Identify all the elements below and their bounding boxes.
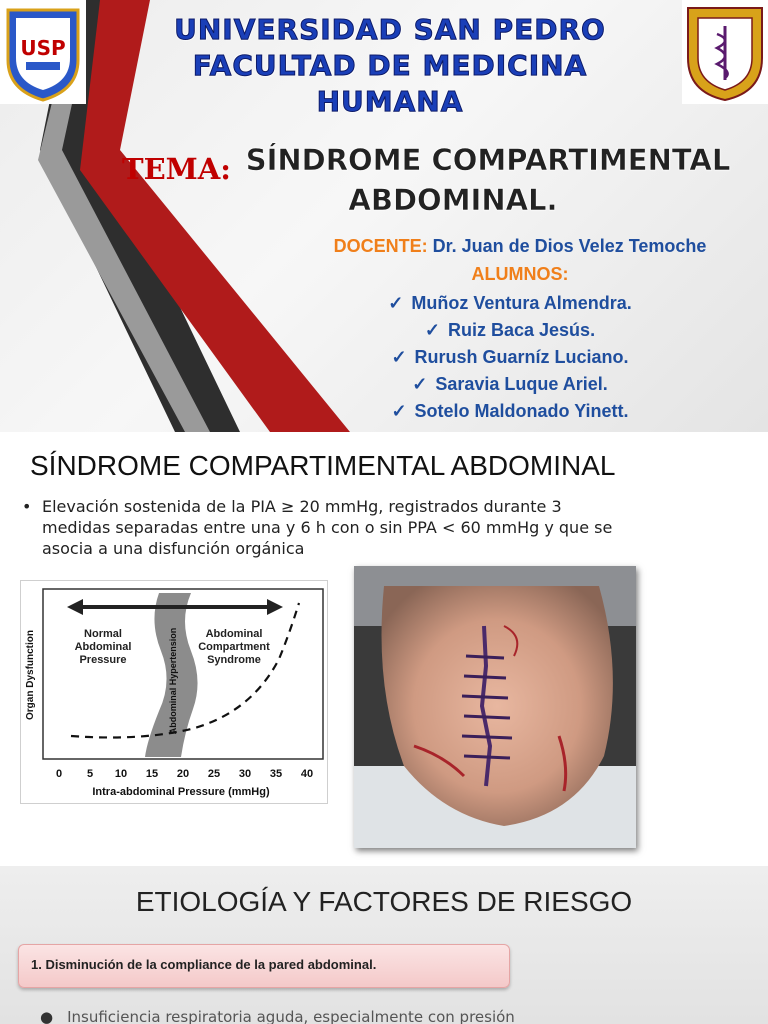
x-tick: 40 [300, 768, 314, 780]
definition-bullet: • Elevación sostenida de la PIA ≥ 20 mmHg, registrados durante 3 medidas separadas entre una y 6 h con o sin PPA < 60 mmHg y que se asocia a una disfunción orgánica [22, 497, 613, 558]
x-axis-label: Intra-abdominal Pressure (mmHg) [92, 786, 270, 798]
band-label: Abdominal Hypertension [168, 627, 178, 735]
clinical-photo [354, 566, 636, 848]
x-tick: 20 [176, 768, 190, 780]
risk-factor-label: 1. Disminución de la compliance de la pared abdominal. [31, 957, 377, 972]
x-tick: 0 [55, 768, 63, 780]
tema-title-line1: SÍNDROME COMPARTIMENTAL [245, 143, 731, 177]
check-icon: ✓ [412, 374, 428, 394]
tema-title-line2: ABDOMINAL. [348, 183, 558, 217]
faculty-seal [682, 0, 768, 104]
risk-bullet: ● Insuficiencia respiratoria aguda, especialmente con presión [40, 1008, 515, 1024]
tema-label: TEMA: [122, 152, 231, 186]
normal-label-1: Normal [84, 628, 122, 640]
acs-label-2: Compartment [198, 641, 270, 653]
definition-slide [0, 432, 768, 866]
acs-label-3: Syndrome [207, 654, 261, 666]
etiology-slide [0, 866, 768, 1024]
list-item: ✓ Sotelo Maldonado Yinett. [391, 401, 629, 421]
check-icon: ✓ [391, 347, 407, 367]
list-item: ✓ Rurush Guarníz Luciano. [391, 347, 629, 367]
faculty-name-line2: HUMANA [316, 85, 464, 118]
title-slide [0, 0, 768, 432]
x-tick: 15 [145, 768, 159, 780]
check-icon: ✓ [391, 401, 407, 421]
alumnos-label: ALUMNOS: [471, 264, 569, 284]
acs-label-1: Abdominal [205, 628, 263, 640]
faculty-name: FACULTAD DE MEDICINA [192, 49, 588, 82]
list-item: ✓ Saravia Luque Ariel. [412, 374, 608, 394]
usp-logo-text: USP [20, 36, 66, 60]
x-tick: 5 [86, 768, 94, 780]
slide-heading: SÍNDROME COMPARTIMENTAL ABDOMINAL [30, 450, 616, 481]
x-tick: 35 [269, 768, 283, 780]
usp-logo [0, 0, 86, 104]
y-axis-label: Organ Dysfunction [25, 629, 36, 721]
list-item: ✓ Muñoz Ventura Almendra. [388, 293, 632, 313]
docente-name: Dr. Juan de Dios Velez Temoche [432, 236, 707, 256]
list-item: ✓ Ruiz Baca Jesús. [424, 320, 596, 340]
x-tick: 25 [207, 768, 221, 780]
pressure-diagram [20, 580, 328, 804]
check-icon: ✓ [424, 320, 440, 340]
x-tick: 10 [114, 768, 128, 780]
bullet-icon: ● [40, 1008, 54, 1024]
bullet-icon: • [22, 497, 32, 516]
check-icon: ✓ [388, 293, 404, 313]
slide-heading: ETIOLOGÍA Y FACTORES DE RIESGO [135, 886, 633, 917]
student-list [330, 290, 690, 425]
x-tick: 30 [238, 768, 252, 780]
university-name: UNIVERSIDAD SAN PEDRO [174, 13, 606, 46]
normal-label-2: Abdominal [74, 641, 132, 653]
tema-title [228, 140, 748, 220]
normal-label-3: Pressure [79, 654, 127, 666]
docente-line [300, 236, 740, 257]
docente-label: DOCENTE: [333, 236, 428, 256]
risk-factor-box [18, 944, 510, 988]
